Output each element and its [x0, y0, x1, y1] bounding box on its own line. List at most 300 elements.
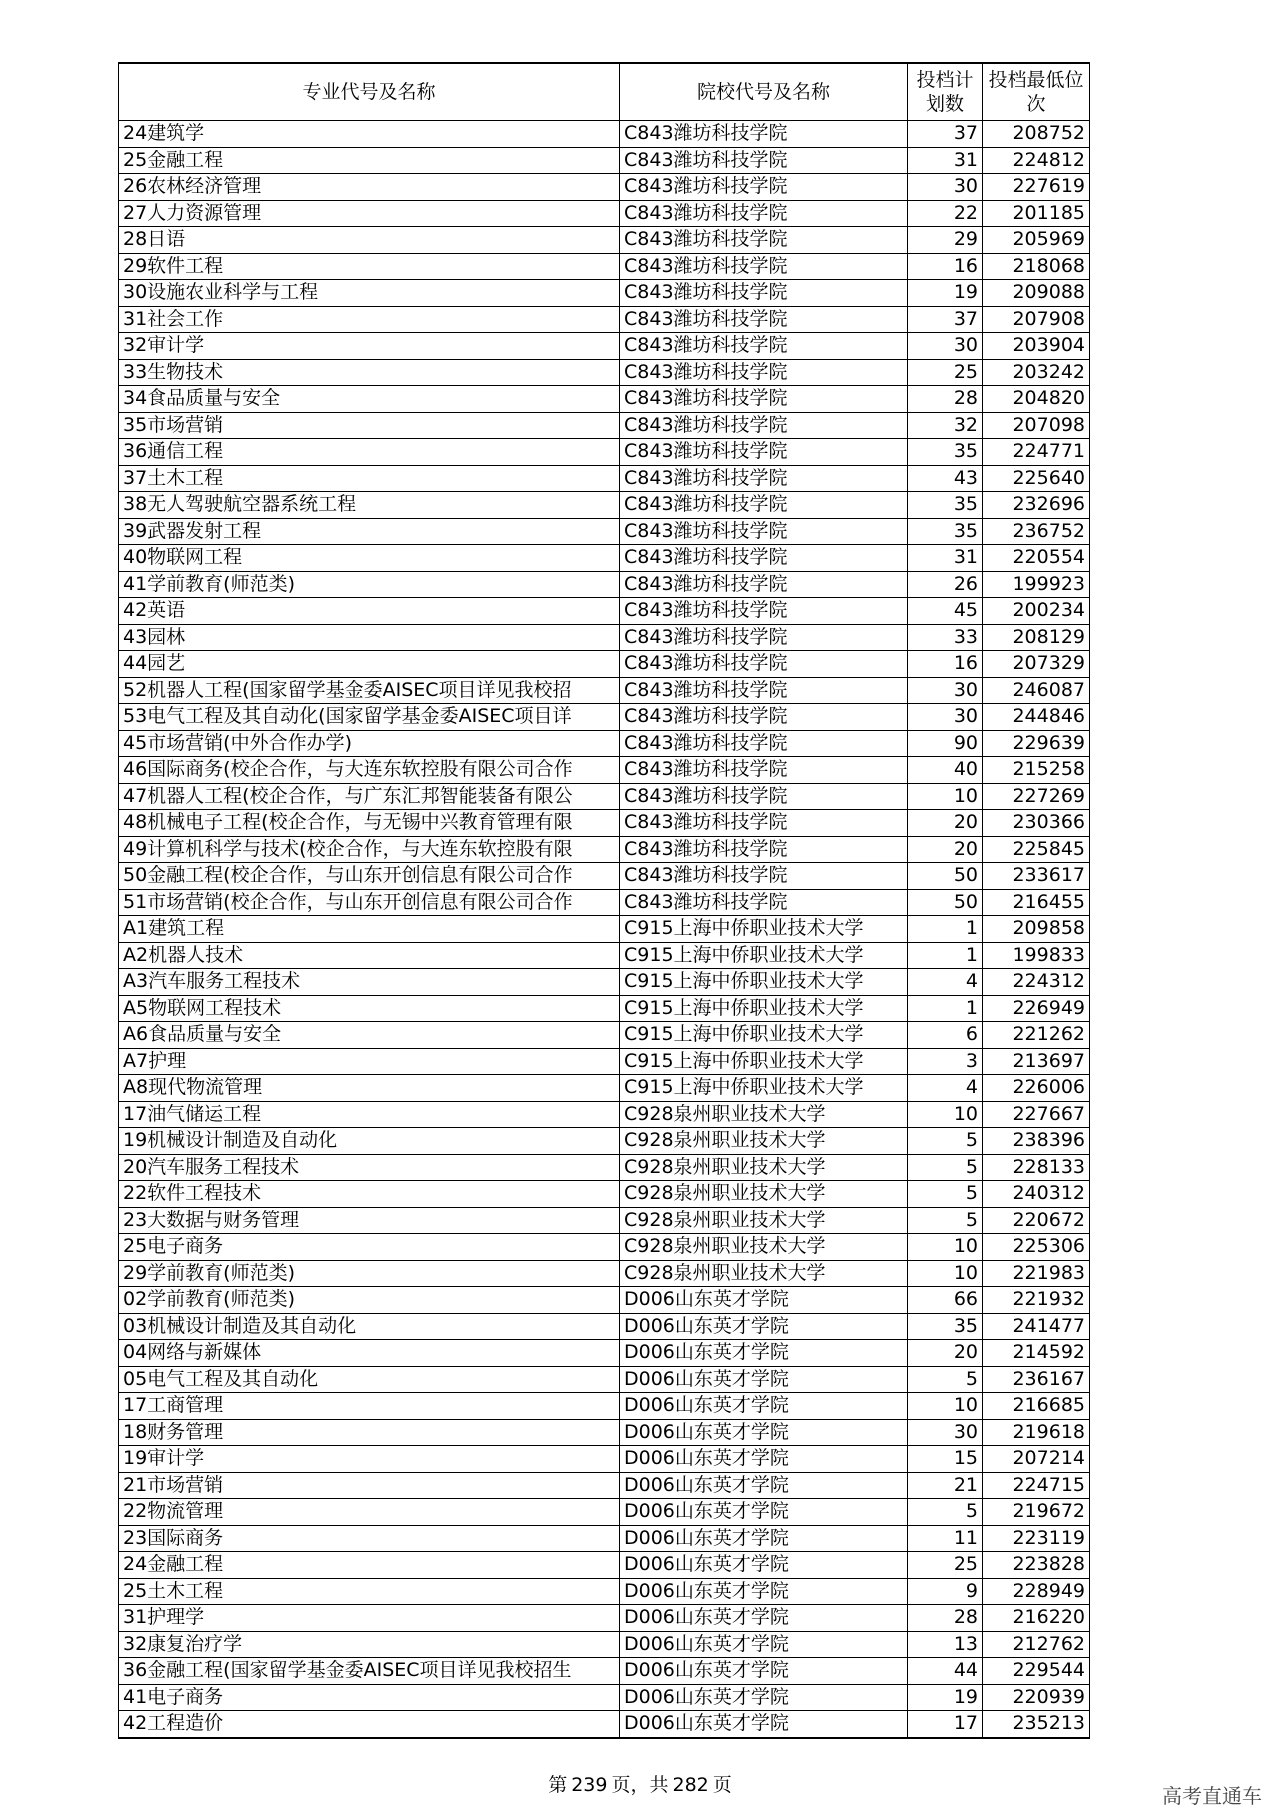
cell-school: C928泉州职业技术大学	[620, 1128, 908, 1155]
cell-plan: 26	[908, 571, 983, 598]
cell-major: 19机械设计制造及自动化	[119, 1128, 620, 1155]
table-row	[119, 518, 1090, 545]
cell-major: 44园艺	[119, 651, 620, 678]
table-row	[119, 1340, 1090, 1367]
header-major: 专业代号及名称	[119, 63, 620, 121]
cell-major: 41电子商务	[119, 1684, 620, 1711]
cell-plan: 30	[908, 677, 983, 704]
table-row	[119, 1075, 1090, 1102]
cell-rank: 199833	[983, 942, 1090, 969]
table-row	[119, 757, 1090, 784]
cell-rank: 241477	[983, 1313, 1090, 1340]
watermark-text: 高考直通车	[1162, 1784, 1262, 1808]
cell-rank: 220939	[983, 1684, 1090, 1711]
table-row	[119, 836, 1090, 863]
cell-rank: 227269	[983, 783, 1090, 810]
cell-rank: 229639	[983, 730, 1090, 757]
cell-school: C843潍坊科技学院	[620, 253, 908, 280]
cell-rank: 209088	[983, 280, 1090, 307]
cell-school: D006山东英才学院	[620, 1340, 908, 1367]
table-row	[119, 253, 1090, 280]
table-row	[119, 1207, 1090, 1234]
cell-rank: 224715	[983, 1472, 1090, 1499]
cell-plan: 20	[908, 810, 983, 837]
cell-rank: 230366	[983, 810, 1090, 837]
table-row	[119, 1578, 1090, 1605]
cell-plan: 4	[908, 969, 983, 996]
cell-plan: 6	[908, 1022, 983, 1049]
cell-major: 36通信工程	[119, 439, 620, 466]
cell-rank: 203242	[983, 359, 1090, 386]
cell-school: D006山东英才学院	[620, 1631, 908, 1658]
cell-school: C843潍坊科技学院	[620, 783, 908, 810]
cell-plan: 3	[908, 1048, 983, 1075]
cell-major: 23大数据与财务管理	[119, 1207, 620, 1234]
cell-major: A1建筑工程	[119, 916, 620, 943]
table-row	[119, 1499, 1090, 1526]
cell-rank: 219618	[983, 1419, 1090, 1446]
cell-major: 24金融工程	[119, 1552, 620, 1579]
cell-school: D006山东英才学院	[620, 1419, 908, 1446]
cell-major: 35市场营销	[119, 412, 620, 439]
header-school: 院校代号及名称	[620, 63, 908, 121]
table-row	[119, 1234, 1090, 1261]
cell-rank: 235213	[983, 1711, 1090, 1738]
cell-rank: 224771	[983, 439, 1090, 466]
cell-major: 47机器人工程(校企合作，与广东汇邦智能装备有限公	[119, 783, 620, 810]
cell-major: 40物联网工程	[119, 545, 620, 572]
cell-major: 19审计学	[119, 1446, 620, 1473]
cell-plan: 25	[908, 1552, 983, 1579]
cell-school: C843潍坊科技学院	[620, 677, 908, 704]
cell-rank: 216455	[983, 889, 1090, 916]
cell-rank: 228949	[983, 1578, 1090, 1605]
table-row	[119, 359, 1090, 386]
cell-plan: 5	[908, 1154, 983, 1181]
cell-plan: 10	[908, 783, 983, 810]
cell-major: 05电气工程及其自动化	[119, 1366, 620, 1393]
cell-school: D006山东英才学院	[620, 1366, 908, 1393]
cell-plan: 22	[908, 200, 983, 227]
cell-school: D006山东英才学院	[620, 1605, 908, 1632]
cell-major: 39武器发射工程	[119, 518, 620, 545]
cell-plan: 5	[908, 1499, 983, 1526]
table-row	[119, 1525, 1090, 1552]
table-row	[119, 704, 1090, 731]
table-row	[119, 492, 1090, 519]
cell-major: 26农林经济管理	[119, 174, 620, 201]
cell-major: 38无人驾驶航空器系统工程	[119, 492, 620, 519]
cell-major: 27人力资源管理	[119, 200, 620, 227]
cell-school: C843潍坊科技学院	[620, 704, 908, 731]
cell-rank: 207908	[983, 306, 1090, 333]
table-row	[119, 598, 1090, 625]
table-row	[119, 333, 1090, 360]
cell-major: 51市场营销(校企合作，与山东开创信息有限公司合作	[119, 889, 620, 916]
table-row	[119, 1711, 1090, 1738]
table-row	[119, 995, 1090, 1022]
cell-major: 32康复治疗学	[119, 1631, 620, 1658]
table-row	[119, 1631, 1090, 1658]
cell-plan: 28	[908, 1605, 983, 1632]
table-row	[119, 1181, 1090, 1208]
cell-rank: 220554	[983, 545, 1090, 572]
cell-plan: 28	[908, 386, 983, 413]
cell-school: C843潍坊科技学院	[620, 359, 908, 386]
table-row	[119, 624, 1090, 651]
cell-school: C843潍坊科技学院	[620, 280, 908, 307]
header-rank-text: 投档最低位次	[988, 69, 1084, 115]
cell-school: C843潍坊科技学院	[620, 836, 908, 863]
table-row	[119, 386, 1090, 413]
table-row	[119, 889, 1090, 916]
cell-rank: 208129	[983, 624, 1090, 651]
cell-major: 50金融工程(校企合作，与山东开创信息有限公司合作	[119, 863, 620, 890]
cell-rank: 205969	[983, 227, 1090, 254]
cell-school: C843潍坊科技学院	[620, 889, 908, 916]
cell-plan: 90	[908, 730, 983, 757]
cell-plan: 1	[908, 916, 983, 943]
cell-plan: 40	[908, 757, 983, 784]
cell-plan: 20	[908, 836, 983, 863]
cell-rank: 229544	[983, 1658, 1090, 1685]
cell-rank: 207214	[983, 1446, 1090, 1473]
cell-rank: 221932	[983, 1287, 1090, 1314]
table-row	[119, 200, 1090, 227]
cell-major: 49计算机科学与技术(校企合作，与大连东软控股有限	[119, 836, 620, 863]
cell-rank: 213697	[983, 1048, 1090, 1075]
cell-major: A6食品质量与安全	[119, 1022, 620, 1049]
table-row	[119, 545, 1090, 572]
cell-major: 41学前教育(师范类)	[119, 571, 620, 598]
cell-school: C928泉州职业技术大学	[620, 1101, 908, 1128]
cell-major: 21市场营销	[119, 1472, 620, 1499]
cell-major: 36金融工程(国家留学基金委AISEC项目详见我校招生	[119, 1658, 620, 1685]
cell-plan: 13	[908, 1631, 983, 1658]
cell-school: C843潍坊科技学院	[620, 571, 908, 598]
cell-rank: 228133	[983, 1154, 1090, 1181]
cell-rank: 203904	[983, 333, 1090, 360]
cell-school: C915上海中侨职业技术大学	[620, 942, 908, 969]
cell-rank: 219672	[983, 1499, 1090, 1526]
cell-school: C843潍坊科技学院	[620, 863, 908, 890]
cell-major: 42工程造价	[119, 1711, 620, 1738]
cell-plan: 31	[908, 147, 983, 174]
cell-rank: 244846	[983, 704, 1090, 731]
cell-plan: 43	[908, 465, 983, 492]
cell-school: D006山东英才学院	[620, 1313, 908, 1340]
table-row	[119, 677, 1090, 704]
cell-school: C843潍坊科技学院	[620, 412, 908, 439]
cell-plan: 19	[908, 280, 983, 307]
cell-rank: 246087	[983, 677, 1090, 704]
cell-major: 23国际商务	[119, 1525, 620, 1552]
cell-plan: 9	[908, 1578, 983, 1605]
cell-major: 17油气储运工程	[119, 1101, 620, 1128]
cell-rank: 221983	[983, 1260, 1090, 1287]
cell-plan: 10	[908, 1101, 983, 1128]
table-row	[119, 1101, 1090, 1128]
cell-school: C843潍坊科技学院	[620, 121, 908, 148]
cell-rank: 220672	[983, 1207, 1090, 1234]
cell-school: D006山东英才学院	[620, 1658, 908, 1685]
table-row	[119, 1684, 1090, 1711]
cell-school: C915上海中侨职业技术大学	[620, 1022, 908, 1049]
table-row	[119, 1128, 1090, 1155]
cell-major: 37土木工程	[119, 465, 620, 492]
cell-major: A8现代物流管理	[119, 1075, 620, 1102]
table-row	[119, 227, 1090, 254]
cell-plan: 4	[908, 1075, 983, 1102]
table-row	[119, 1154, 1090, 1181]
table-row	[119, 1419, 1090, 1446]
footer-mid: 页，共	[611, 1774, 669, 1796]
cell-plan: 20	[908, 1340, 983, 1367]
cell-rank: 236752	[983, 518, 1090, 545]
cell-plan: 5	[908, 1207, 983, 1234]
cell-rank: 224312	[983, 969, 1090, 996]
cell-school: C843潍坊科技学院	[620, 730, 908, 757]
table-row	[119, 1313, 1090, 1340]
cell-plan: 5	[908, 1181, 983, 1208]
cell-major: 31护理学	[119, 1605, 620, 1632]
cell-major: A2机器人技术	[119, 942, 620, 969]
table-row	[119, 412, 1090, 439]
cell-plan: 10	[908, 1260, 983, 1287]
cell-major: 25电子商务	[119, 1234, 620, 1261]
table-row	[119, 969, 1090, 996]
cell-rank: 223828	[983, 1552, 1090, 1579]
cell-major: 24建筑学	[119, 121, 620, 148]
cell-school: D006山东英才学院	[620, 1578, 908, 1605]
cell-school: C928泉州职业技术大学	[620, 1181, 908, 1208]
cell-rank: 221262	[983, 1022, 1090, 1049]
table-row	[119, 1605, 1090, 1632]
cell-school: C915上海中侨职业技术大学	[620, 916, 908, 943]
cell-school: C843潍坊科技学院	[620, 200, 908, 227]
cell-major: A5物联网工程技术	[119, 995, 620, 1022]
cell-school: C915上海中侨职业技术大学	[620, 1075, 908, 1102]
cell-school: C843潍坊科技学院	[620, 545, 908, 572]
header-rank	[983, 63, 1090, 121]
cell-school: C843潍坊科技学院	[620, 810, 908, 837]
table-row	[119, 1393, 1090, 1420]
cell-plan: 1	[908, 995, 983, 1022]
cell-major: 34食品质量与安全	[119, 386, 620, 413]
table-header-row	[119, 63, 1090, 121]
table-row	[119, 571, 1090, 598]
cell-school: C843潍坊科技学院	[620, 147, 908, 174]
cell-plan: 31	[908, 545, 983, 572]
cell-major: 22物流管理	[119, 1499, 620, 1526]
table-row	[119, 465, 1090, 492]
cell-major: 42英语	[119, 598, 620, 625]
table-row	[119, 306, 1090, 333]
cell-plan: 45	[908, 598, 983, 625]
table-row	[119, 1048, 1090, 1075]
cell-rank: 225306	[983, 1234, 1090, 1261]
cell-major: 20汽车服务工程技术	[119, 1154, 620, 1181]
cell-rank: 199923	[983, 571, 1090, 598]
cell-rank: 218068	[983, 253, 1090, 280]
table-row	[119, 1366, 1090, 1393]
table-row	[119, 280, 1090, 307]
table-row	[119, 1287, 1090, 1314]
cell-school: D006山东英才学院	[620, 1684, 908, 1711]
cell-rank: 216685	[983, 1393, 1090, 1420]
table-row	[119, 783, 1090, 810]
cell-major: 31社会工作	[119, 306, 620, 333]
table-row	[119, 1022, 1090, 1049]
cell-major: 17工商管理	[119, 1393, 620, 1420]
cell-school: D006山东英才学院	[620, 1552, 908, 1579]
cell-plan: 35	[908, 518, 983, 545]
admission-table	[118, 62, 1090, 1739]
cell-major: 48机械电子工程(校企合作，与无锡中兴教育管理有限	[119, 810, 620, 837]
cell-plan: 30	[908, 1419, 983, 1446]
cell-school: D006山东英才学院	[620, 1446, 908, 1473]
footer-current-page: 239	[571, 1774, 608, 1796]
table-row	[119, 147, 1090, 174]
cell-plan: 35	[908, 492, 983, 519]
cell-rank: 225845	[983, 836, 1090, 863]
cell-plan: 1	[908, 942, 983, 969]
cell-school: C843潍坊科技学院	[620, 651, 908, 678]
table-row	[119, 1260, 1090, 1287]
cell-plan: 11	[908, 1525, 983, 1552]
cell-school: D006山东英才学院	[620, 1287, 908, 1314]
cell-plan: 17	[908, 1711, 983, 1738]
table-body	[119, 121, 1090, 1738]
cell-plan: 10	[908, 1234, 983, 1261]
cell-school: C915上海中侨职业技术大学	[620, 969, 908, 996]
cell-major: 25土木工程	[119, 1578, 620, 1605]
cell-school: C843潍坊科技学院	[620, 333, 908, 360]
cell-major: 45市场营销(中外合作办学)	[119, 730, 620, 757]
cell-major: 43园林	[119, 624, 620, 651]
cell-plan: 50	[908, 863, 983, 890]
cell-plan: 19	[908, 1684, 983, 1711]
footer-suffix: 页	[712, 1774, 732, 1796]
cell-rank: 226006	[983, 1075, 1090, 1102]
cell-major: 46国际商务(校企合作，与大连东软控股有限公司合作	[119, 757, 620, 784]
cell-rank: 227667	[983, 1101, 1090, 1128]
table-row	[119, 174, 1090, 201]
table-row	[119, 1552, 1090, 1579]
cell-plan: 32	[908, 412, 983, 439]
cell-plan: 35	[908, 439, 983, 466]
cell-school: C843潍坊科技学院	[620, 624, 908, 651]
cell-plan: 16	[908, 253, 983, 280]
cell-major: 29软件工程	[119, 253, 620, 280]
cell-rank: 207098	[983, 412, 1090, 439]
table-row	[119, 730, 1090, 757]
cell-rank: 215258	[983, 757, 1090, 784]
cell-rank: 212762	[983, 1631, 1090, 1658]
table-row	[119, 121, 1090, 148]
cell-major: 30设施农业科学与工程	[119, 280, 620, 307]
cell-rank: 225640	[983, 465, 1090, 492]
cell-school: C915上海中侨职业技术大学	[620, 995, 908, 1022]
cell-school: D006山东英才学院	[620, 1393, 908, 1420]
cell-plan: 30	[908, 174, 983, 201]
cell-school: D006山东英才学院	[620, 1499, 908, 1526]
cell-major: 53电气工程及其自动化(国家留学基金委AISEC项目详	[119, 704, 620, 731]
cell-major: 02学前教育(师范类)	[119, 1287, 620, 1314]
cell-plan: 25	[908, 359, 983, 386]
table-row	[119, 439, 1090, 466]
cell-school: C915上海中侨职业技术大学	[620, 1048, 908, 1075]
cell-rank: 236167	[983, 1366, 1090, 1393]
cell-rank: 238396	[983, 1128, 1090, 1155]
cell-rank: 216220	[983, 1605, 1090, 1632]
cell-school: C843潍坊科技学院	[620, 518, 908, 545]
header-plan	[908, 63, 983, 121]
cell-school: D006山东英才学院	[620, 1472, 908, 1499]
cell-school: C843潍坊科技学院	[620, 386, 908, 413]
cell-school: C843潍坊科技学院	[620, 465, 908, 492]
table-row	[119, 1446, 1090, 1473]
cell-rank: 223119	[983, 1525, 1090, 1552]
cell-plan: 29	[908, 227, 983, 254]
cell-rank: 224812	[983, 147, 1090, 174]
cell-major: A7护理	[119, 1048, 620, 1075]
admission-table-container	[118, 62, 1089, 1739]
cell-plan: 16	[908, 651, 983, 678]
header-plan-text: 投档计划数	[916, 69, 974, 115]
cell-rank: 208752	[983, 121, 1090, 148]
cell-school: C843潍坊科技学院	[620, 227, 908, 254]
cell-rank: 201185	[983, 200, 1090, 227]
cell-rank: 209858	[983, 916, 1090, 943]
table-row	[119, 916, 1090, 943]
cell-major: 32审计学	[119, 333, 620, 360]
cell-plan: 66	[908, 1287, 983, 1314]
cell-rank: 226949	[983, 995, 1090, 1022]
table-row	[119, 810, 1090, 837]
cell-school: C843潍坊科技学院	[620, 757, 908, 784]
cell-plan: 44	[908, 1658, 983, 1685]
cell-major: 28日语	[119, 227, 620, 254]
table-row	[119, 1472, 1090, 1499]
cell-rank: 214592	[983, 1340, 1090, 1367]
cell-plan: 15	[908, 1446, 983, 1473]
cell-major: 52机器人工程(国家留学基金委AISEC项目详见我校招	[119, 677, 620, 704]
table-row	[119, 942, 1090, 969]
cell-major: 04网络与新媒体	[119, 1340, 620, 1367]
cell-rank: 227619	[983, 174, 1090, 201]
cell-school: C928泉州职业技术大学	[620, 1207, 908, 1234]
cell-plan: 21	[908, 1472, 983, 1499]
cell-rank: 233617	[983, 863, 1090, 890]
cell-plan: 35	[908, 1313, 983, 1340]
cell-school: C928泉州职业技术大学	[620, 1234, 908, 1261]
cell-plan: 50	[908, 889, 983, 916]
cell-major: 25金融工程	[119, 147, 620, 174]
footer-prefix: 第	[548, 1774, 568, 1796]
table-row	[119, 651, 1090, 678]
cell-rank: 240312	[983, 1181, 1090, 1208]
cell-major: 22软件工程技术	[119, 1181, 620, 1208]
cell-school: C843潍坊科技学院	[620, 174, 908, 201]
cell-school: C843潍坊科技学院	[620, 439, 908, 466]
cell-plan: 5	[908, 1366, 983, 1393]
cell-school: C928泉州职业技术大学	[620, 1260, 908, 1287]
cell-school: D006山东英才学院	[620, 1525, 908, 1552]
cell-school: C843潍坊科技学院	[620, 598, 908, 625]
cell-major: A3汽车服务工程技术	[119, 969, 620, 996]
cell-plan: 33	[908, 624, 983, 651]
